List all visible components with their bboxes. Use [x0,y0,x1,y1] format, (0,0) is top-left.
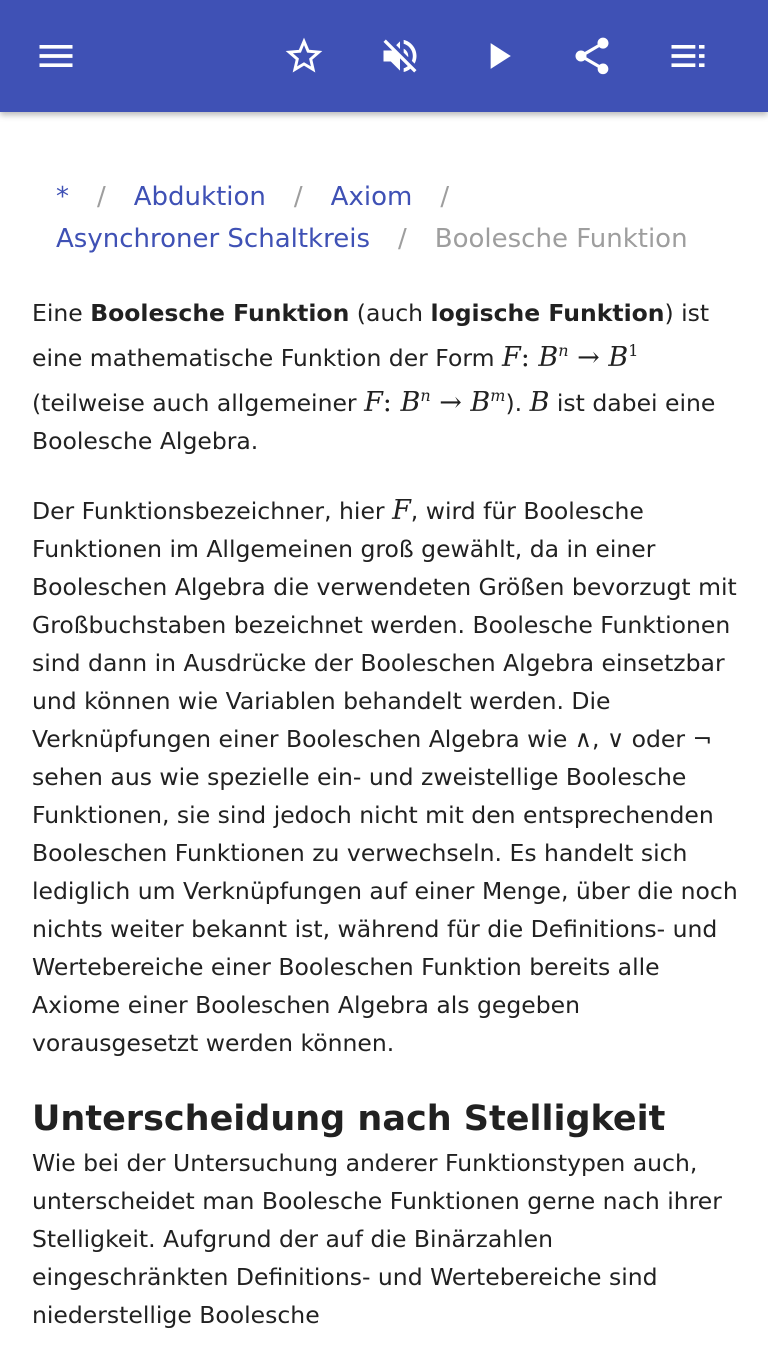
text: Eine [32,299,91,327]
breadcrumb-item-axiom[interactable]: Axiom [330,182,413,212]
share-icon [570,34,614,78]
play-button[interactable] [470,28,526,84]
text: Der Funktionsbezeichner, hier [32,497,393,525]
text: ). [505,389,530,417]
paragraph-intro [32,294,740,460]
breadcrumb-separator: / [398,224,407,254]
paragraph-stelligkeit: Wie bei der Untersuchung anderer Funktionstypen auch, unterscheidet man Boolesche Funktionen gerne nach ihrer Stelligkeit. Aufgrund der auf die Binärzahlen eingeschränkten Definitions- und Wertebereiche sind niederstellige Boolesche [32,1149,722,1329]
math-symbol: B [529,387,550,418]
breadcrumb-separator: / [440,182,450,212]
article-body [32,294,740,1366]
bold-term: Boolesche Funktion [90,299,350,327]
play-icon [476,34,520,78]
breadcrumb-item-asynchroner-schaltkreis[interactable]: Asynchroner Schaltkreis [56,224,370,254]
article-scroll-view[interactable] [0,112,768,1329]
mute-button[interactable] [372,28,428,84]
breadcrumb-separator: / [293,182,303,212]
breadcrumb [56,176,736,260]
breadcrumb-separator: / [97,182,106,212]
menu-icon [34,34,78,78]
star-outline-icon [282,34,326,78]
text: , wird für Boolesche Funktionen im Allgemeinen groß gewählt, da in einer Booleschen Algebra die verwendeten Größen bevorzugt mit Großbuchstaben bezeichnet werden. Boolesche Funktionen sind dann in Ausdrücke der Booleschen Algebra einsetzbar und können wie Variablen behandelt werden. Die Verknüpfungen einer Booleschen Algebra wie ∧, ∨ oder ¬ sehen aus wie spezielle ein- und zweistellige Boolesche Funktionen, sie sind jedoch nicht mit den entsprechenden Booleschen Funktionen zu verwechseln. Es handelt sich lediglich um Verknüpfungen auf einer Menge, über die noch nichts weiter bekannt ist, während für die Definitions- und Wertebereiche einer Booleschen Funktion bereits alle Axiome einer Booleschen Algebra als gegeben vorausgesetzt werden können. [32,497,738,1057]
section-heading: Unterscheidung nach Stelligkeit [32,1099,666,1139]
math-formula: F: $B^n \to B^1$ [501,341,639,373]
bold-term: logische Funktion [430,299,665,327]
math-symbol: F [392,495,411,526]
breadcrumb-item-abduktion[interactable]: Abduktion [133,182,266,212]
text: (teilweise auch allgemeiner [32,389,365,417]
share-button[interactable] [564,28,620,84]
text: ) ist eine mathematische Funktion der Form [32,299,710,372]
playlist-icon [666,34,710,78]
math-formula: F: $B^n \to B^m$ [364,386,506,418]
text: (auch [349,299,431,327]
favorite-button[interactable] [276,28,332,84]
playlist-button[interactable] [660,28,716,84]
menu-button[interactable] [28,28,84,84]
breadcrumb-current: Boolesche Funktion [434,224,688,254]
paragraph-funktionsbezeichner [32,492,740,1062]
volume-off-icon [378,34,422,78]
app-toolbar [0,0,768,112]
breadcrumb-item-home[interactable]: * [56,182,69,212]
text: ist dabei eine Boolesche Algebra. [32,389,716,455]
